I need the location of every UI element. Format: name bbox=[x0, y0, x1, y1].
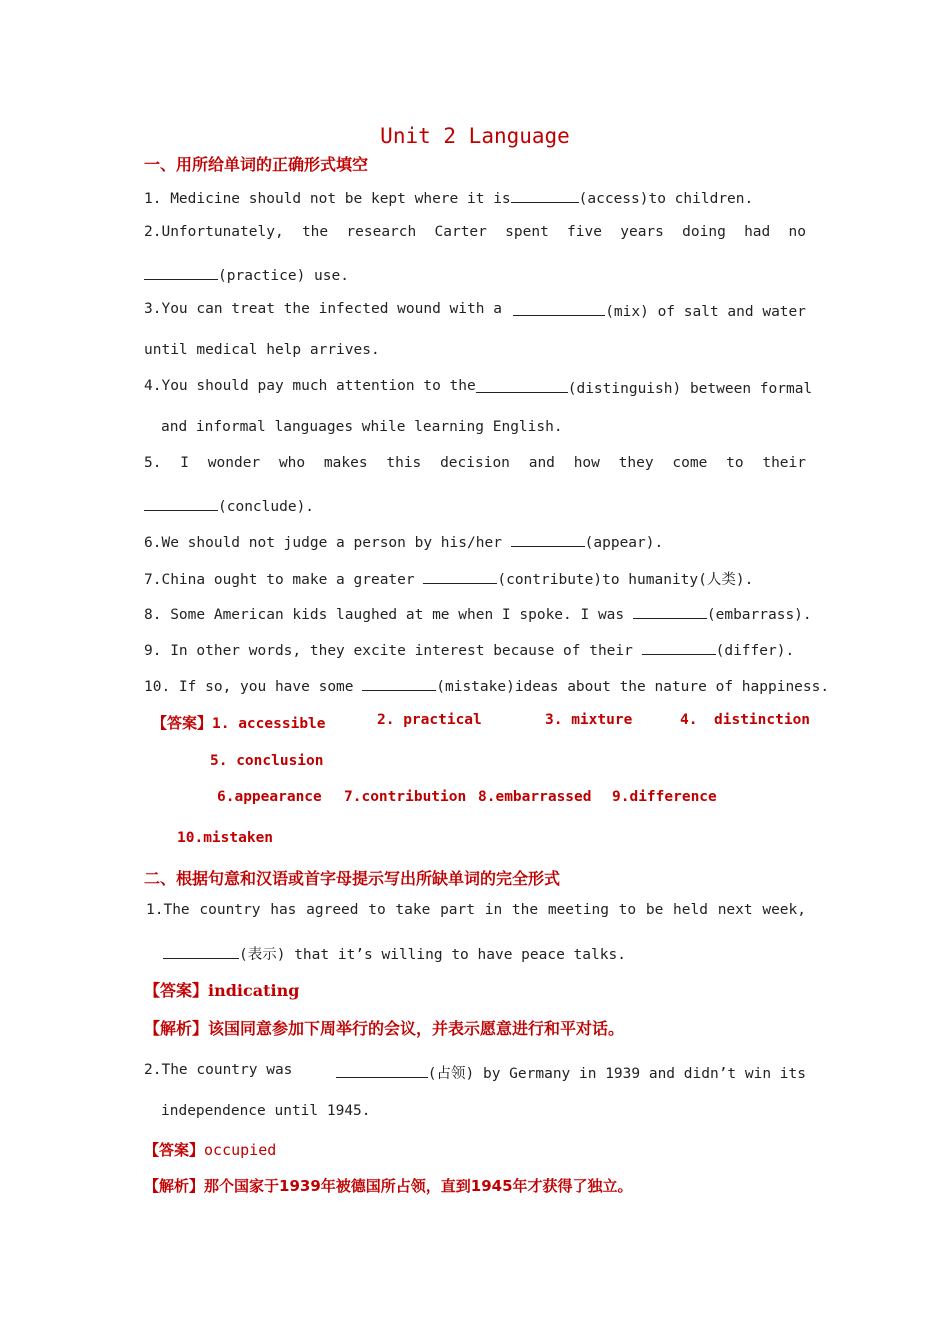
question-10 bbox=[144, 676, 829, 695]
answer-4-number: 4. bbox=[680, 712, 698, 728]
section-2-question-2-line-1 bbox=[144, 1062, 806, 1083]
question-7 bbox=[144, 568, 753, 589]
section-2-question-2-line-2: independence until 1945. bbox=[161, 1103, 371, 1119]
answer-10: 10.mistaken bbox=[177, 830, 274, 846]
answer-blank bbox=[633, 604, 707, 619]
question-text: 8. Some American kids laughed at me when I spoke. I was bbox=[144, 607, 625, 623]
answer-blank bbox=[336, 1063, 428, 1078]
answer-7: 7.contribution bbox=[344, 789, 467, 805]
question-text: (distinguish) between formal bbox=[567, 381, 813, 397]
answer-9: 9.difference bbox=[612, 789, 717, 805]
question-9 bbox=[144, 640, 794, 659]
answer-blank bbox=[642, 640, 716, 655]
answer-blank bbox=[362, 676, 436, 691]
question-text: (mistake)ideas about the nature of happiness. bbox=[436, 679, 830, 695]
answer-1: 1. accessible bbox=[212, 716, 326, 732]
answer-blank bbox=[423, 569, 497, 584]
answer-blank bbox=[144, 496, 218, 511]
question-4-line-2: and informal languages while learning English. bbox=[161, 419, 563, 435]
answer-8: 8.embarrassed bbox=[478, 789, 592, 805]
question-5-line-1: 5. I wonder who makes this decision and how they come to their bbox=[144, 455, 806, 471]
section-2-heading: 二、根据句意和汉语或首字母提示写出所缺单词的完全形式 bbox=[144, 869, 561, 888]
answer-2: 2. practical bbox=[377, 712, 482, 728]
section-2-question-1-line-2 bbox=[163, 943, 626, 964]
question-text: 10. If so, you have some bbox=[144, 679, 354, 695]
answer-5: 5. conclusion bbox=[210, 753, 324, 769]
question-text: (access)to children. bbox=[578, 191, 754, 207]
answer-blank bbox=[513, 301, 605, 316]
answer-blank bbox=[476, 378, 568, 393]
section-2-answer-2: 【答案】occupied bbox=[144, 1141, 277, 1159]
question-text: (表示) that it’s willing to have peace talks. bbox=[239, 947, 626, 963]
answer-3: 3. mixture bbox=[545, 712, 633, 728]
question-text: 7.China ought to make a greater bbox=[144, 572, 415, 588]
question-6 bbox=[144, 532, 663, 551]
question-2-line-2 bbox=[144, 265, 349, 284]
question-1 bbox=[144, 188, 753, 207]
question-text: (appear). bbox=[584, 535, 664, 551]
answer-blank bbox=[163, 944, 239, 959]
question-2-line-1: 2.Unfortunately, the research Carter spent five years doing had no bbox=[144, 224, 806, 240]
question-text: (embarrass). bbox=[706, 607, 812, 623]
question-8 bbox=[144, 604, 812, 623]
question-3-line-1 bbox=[144, 301, 806, 320]
question-5-line-2 bbox=[144, 496, 314, 515]
section-1-heading: 一、用所给单词的正确形式填空 bbox=[144, 155, 369, 174]
answer-blank bbox=[511, 532, 585, 547]
question-text: (mix) of salt and water bbox=[605, 304, 806, 320]
answer-blank bbox=[511, 188, 579, 203]
question-text: (contribute)to humanity(人类). bbox=[497, 572, 754, 588]
section-2-analysis-2: 【解析】那个国家于1939年被德国所占领，直到1945年才获得了独立。 bbox=[144, 1177, 633, 1195]
answer-blank bbox=[144, 265, 218, 280]
answer-6: 6.appearance bbox=[217, 789, 322, 805]
question-3-line-2: until medical help arrives. bbox=[144, 342, 380, 358]
question-text: 3.You can treat the infected wound with a bbox=[144, 301, 502, 317]
section-2-answer-1: 【答案】indicating bbox=[144, 981, 300, 1000]
question-text: (conclude). bbox=[218, 499, 315, 515]
question-text: 9. In other words, they excite interest because of their bbox=[144, 643, 633, 659]
section-2-question-1-line-1: 1.The country has agreed to take part in the meeting to be held next week, bbox=[146, 902, 806, 918]
section-2-analysis-1: 【解析】该国同意参加下周举行的会议，并表示愿意进行和平对话。 bbox=[144, 1019, 625, 1038]
question-text: 1. Medicine should not be kept where it is bbox=[144, 191, 511, 207]
question-text: (占领) by Germany in 1939 and didn’t win its bbox=[427, 1066, 806, 1082]
answer-4: distinction bbox=[714, 712, 811, 728]
question-4-line-1 bbox=[144, 378, 813, 397]
question-text: (differ). bbox=[715, 643, 795, 659]
question-text: 4.You should pay much attention to the bbox=[144, 378, 476, 394]
page-title: Unit 2 Language bbox=[380, 124, 570, 148]
answer-label: 【答案】1. accessible bbox=[152, 714, 326, 732]
question-text: 6.We should not judge a person by his/her bbox=[144, 535, 502, 551]
question-text: 2.The country was bbox=[144, 1062, 293, 1078]
question-text: (practice) use. bbox=[218, 268, 349, 284]
